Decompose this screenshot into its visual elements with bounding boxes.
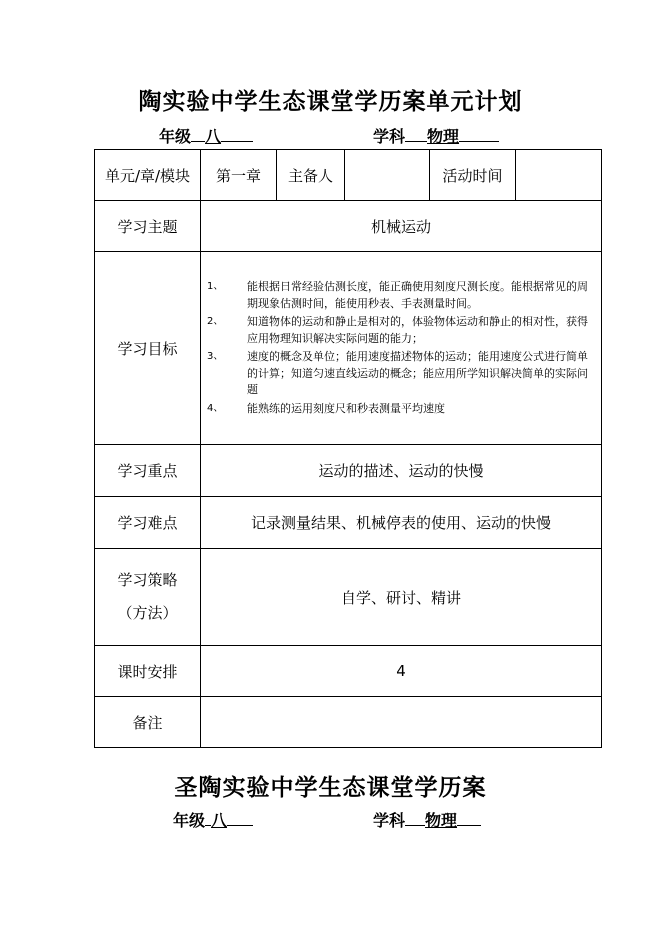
table-row xyxy=(95,445,602,497)
list-item xyxy=(207,349,595,399)
goal-number: 1、 xyxy=(207,281,224,292)
strategy-value: 自学、研讨、精讲 xyxy=(201,549,602,646)
table-row xyxy=(95,549,602,646)
theme-label: 学习主题 xyxy=(95,201,201,252)
activity-time-value xyxy=(516,150,602,201)
goal-number: 4、 xyxy=(207,402,224,414)
subject-value: 物理 xyxy=(425,811,458,830)
subject-value: 物理 xyxy=(427,127,460,146)
table-row xyxy=(95,646,602,697)
goal-text: 能熟练的运用刻度尺和秒表测量平均速度 xyxy=(247,401,445,415)
grade-value: 八 xyxy=(205,127,222,146)
list-item xyxy=(207,314,595,347)
key-points-value: 运动的描述、运动的快慢 xyxy=(201,445,602,497)
second-page-title: 圣陶实验中学生态课堂学历案 xyxy=(174,774,487,801)
strategy-label-line1: 学习策略 xyxy=(117,571,178,589)
goal-text: 知道物体的运动和静止是相对的，体验物体运动和静止的相对性，获得应用物理知识解决实际问题的能力； xyxy=(247,315,588,345)
unit-value: 第一章 xyxy=(201,150,277,201)
grade-field xyxy=(159,124,253,147)
table-row xyxy=(95,697,602,748)
page-title: 陶实验中学生态课堂学历案单元计划 xyxy=(138,88,523,115)
preparer-label: 主备人 xyxy=(277,150,345,201)
subject-label: 学科 xyxy=(373,811,406,830)
table-row xyxy=(95,150,602,201)
key-points-label: 学习重点 xyxy=(95,445,201,497)
grade-field-2 xyxy=(173,808,253,831)
notes-value xyxy=(201,697,602,748)
goal-text: 速度的概念及单位；能用速度描述物体的运动；能用速度公式进行简单的计算；知道匀速直线运动的概念；能应用所学知识解决简单的实际问题 xyxy=(247,350,588,396)
class-hours-value: 4 xyxy=(201,646,602,697)
theme-value: 机械运动 xyxy=(201,201,602,252)
strategy-label-line2: （方法） xyxy=(117,604,178,622)
goal-number: 3、 xyxy=(207,351,224,362)
list-item xyxy=(207,279,595,312)
notes-label: 备注 xyxy=(95,697,201,748)
table-row xyxy=(95,252,602,445)
strategy-label xyxy=(95,549,201,646)
table-row xyxy=(95,497,602,549)
goals-cell xyxy=(201,252,602,445)
goal-text: 能根据日常经验估测长度，能正确使用刻度尺测长度。能根据常见的周期现象估测时间，能使用秒表、手表测量时间。 xyxy=(247,280,588,310)
preparer-value xyxy=(345,150,430,201)
goals-label: 学习目标 xyxy=(95,252,201,445)
list-item xyxy=(207,401,595,418)
goal-number: 2、 xyxy=(207,316,224,327)
table-row xyxy=(95,201,602,252)
activity-time-label: 活动时间 xyxy=(430,150,516,201)
goals-list xyxy=(201,279,601,417)
unit-plan-table xyxy=(94,149,602,748)
grade-value: 八 xyxy=(211,811,228,830)
grade-label: 年级 xyxy=(173,811,206,830)
difficulties-label: 学习难点 xyxy=(95,497,201,549)
subject-field xyxy=(373,124,499,147)
subject-field-2 xyxy=(373,808,481,831)
class-hours-label: 课时安排 xyxy=(95,646,201,697)
unit-label: 单元/章/模块 xyxy=(95,150,201,201)
difficulties-value: 记录测量结果、机械停表的使用、运动的快慢 xyxy=(201,497,602,549)
grade-label: 年级 xyxy=(159,127,192,146)
subject-label: 学科 xyxy=(373,127,406,146)
